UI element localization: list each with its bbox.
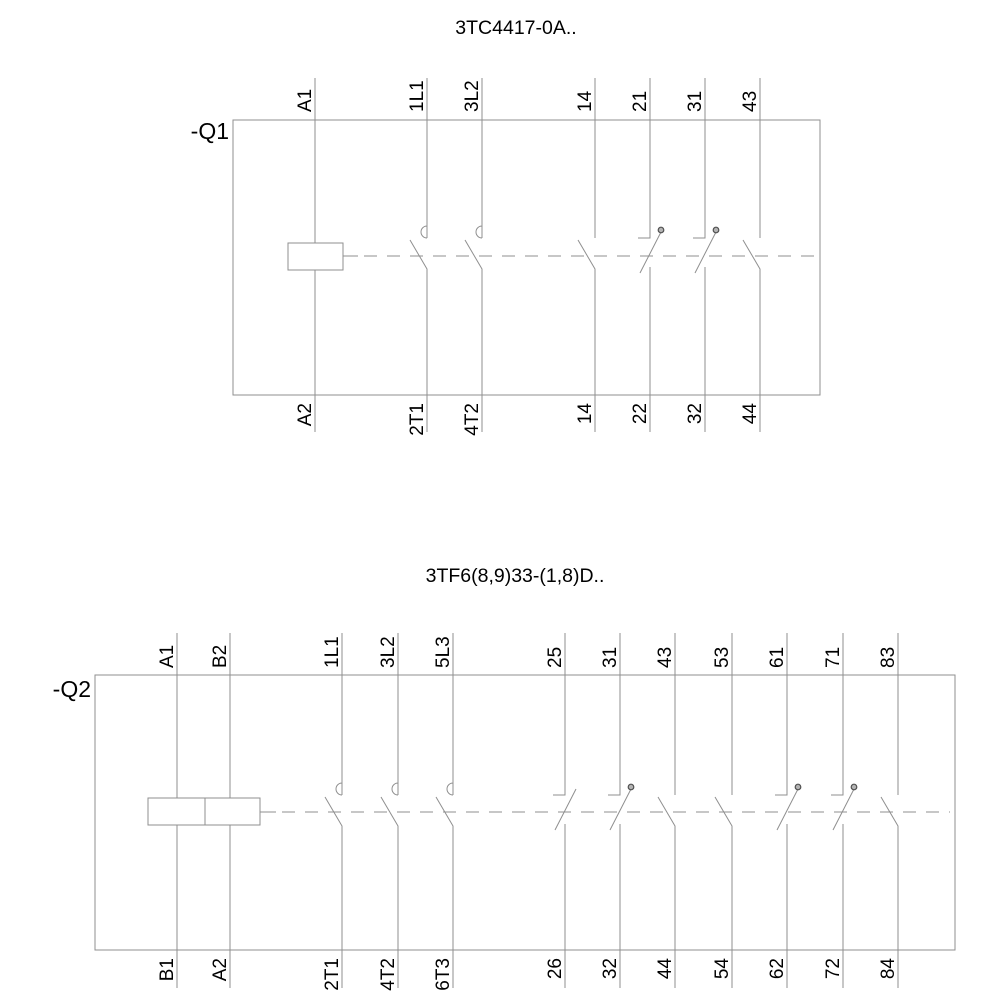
pole-aux-no (655, 633, 676, 988)
pole-aux-no (575, 78, 596, 432)
terminal-label-bottom: 32 (685, 403, 706, 425)
terminal-label-bottom: 26 (545, 958, 566, 980)
terminal-label-bottom: 72 (823, 958, 844, 980)
terminal-label-bottom: 2T1 (322, 958, 343, 991)
terminal-label-top: 71 (823, 646, 844, 668)
nc-contact-symbol (831, 633, 854, 988)
no-contact-symbol (715, 633, 732, 988)
coil-symbol (148, 798, 205, 825)
no-contact-symbol (658, 633, 675, 988)
nc-contact-symbol (553, 633, 576, 988)
terminal-label-bottom: 32 (600, 958, 621, 980)
no-contact-symbol (578, 78, 595, 432)
terminal-label-bottom: 54 (712, 958, 733, 980)
terminal-label-top: 43 (740, 90, 761, 112)
terminal-label-top: 43 (655, 646, 676, 668)
terminal-label-top: 53 (712, 646, 733, 668)
contact-tip-dot (795, 784, 801, 790)
terminal-label-bottom: 4T2 (462, 403, 483, 436)
terminal-label-top: B2 (210, 644, 231, 668)
dual-coil-symbol (148, 798, 260, 825)
main-no-contact-symbol (381, 633, 398, 988)
terminal-label-top: 3L2 (378, 636, 399, 668)
terminal-label-top: 1L1 (322, 636, 343, 668)
terminal-label-bottom: 44 (740, 403, 761, 425)
nc-contact-symbol (775, 633, 798, 988)
pole-main-contact (407, 78, 428, 436)
type-designation-title: 3TC4417-0A.. (455, 17, 577, 39)
device-reference-label: -Q2 (52, 676, 91, 702)
main-no-contact-symbol (325, 633, 342, 988)
type-designation-title: 3TF6(8,9)33-(1,8)D.. (425, 565, 605, 587)
terminal-label-top: 5L3 (433, 636, 454, 668)
coil-symbol (288, 243, 343, 270)
pole-aux-nc-mirror (823, 633, 857, 988)
terminal-label-bottom: 44 (655, 958, 676, 980)
diagram-q2 (53, 565, 955, 991)
terminal-label-top: 61 (767, 646, 788, 668)
pole-aux-nc-mirror (630, 78, 664, 432)
coil-symbol (205, 798, 260, 825)
terminal-label-bottom: B1 (157, 958, 178, 982)
terminal-label-bottom: 2T1 (407, 403, 428, 436)
pole-aux-nc-mirror (600, 633, 634, 988)
terminal-label-top: 83 (878, 646, 899, 668)
device-reference-label: -Q1 (190, 118, 229, 144)
pole-aux-nc-mirror (767, 633, 801, 988)
terminal-label-top: 14 (575, 90, 596, 112)
terminal-label-top: A1 (295, 88, 316, 112)
contact-tip-dot (851, 784, 857, 790)
terminal-label-bottom: A2 (210, 958, 231, 982)
pole-coil (288, 78, 343, 432)
contact-tip-dot (658, 227, 664, 233)
contact-tip-dot (628, 784, 634, 790)
pole-aux-nc-mirror (685, 78, 719, 432)
terminal-label-bottom: 62 (767, 958, 788, 980)
terminal-label-top: 31 (685, 90, 706, 112)
nc-contact-symbol (638, 78, 661, 432)
terminal-label-top: 25 (545, 646, 566, 668)
no-contact-symbol (881, 633, 898, 988)
main-no-contact-symbol (465, 78, 482, 432)
terminal-label-top: 1L1 (407, 80, 428, 112)
terminal-label-bottom: 6T3 (433, 958, 454, 991)
terminal-label-bottom: 84 (878, 958, 899, 980)
pole-aux-no (712, 633, 733, 988)
pole-main-contact (462, 78, 483, 436)
terminal-label-bottom: 22 (630, 403, 651, 425)
pole-aux-no (740, 78, 761, 432)
terminal-label-top: 31 (600, 646, 621, 668)
no-contact-symbol (743, 78, 760, 432)
terminal-label-bottom: 4T2 (378, 958, 399, 991)
contact-tip-dot (713, 227, 719, 233)
terminal-label-bottom: A2 (295, 403, 316, 427)
main-no-contact-symbol (436, 633, 453, 988)
pole-aux-nc (545, 633, 576, 988)
nc-contact-symbol (693, 78, 716, 432)
main-no-contact-symbol (410, 78, 427, 432)
terminal-label-bottom: 14 (575, 403, 596, 425)
nc-contact-symbol (608, 633, 631, 988)
terminal-label-top: 3L2 (462, 80, 483, 112)
terminal-label-top: A1 (157, 644, 178, 668)
terminal-label-top: 21 (630, 90, 651, 112)
diagram-q1 (191, 17, 820, 436)
pole-aux-no (878, 633, 899, 988)
